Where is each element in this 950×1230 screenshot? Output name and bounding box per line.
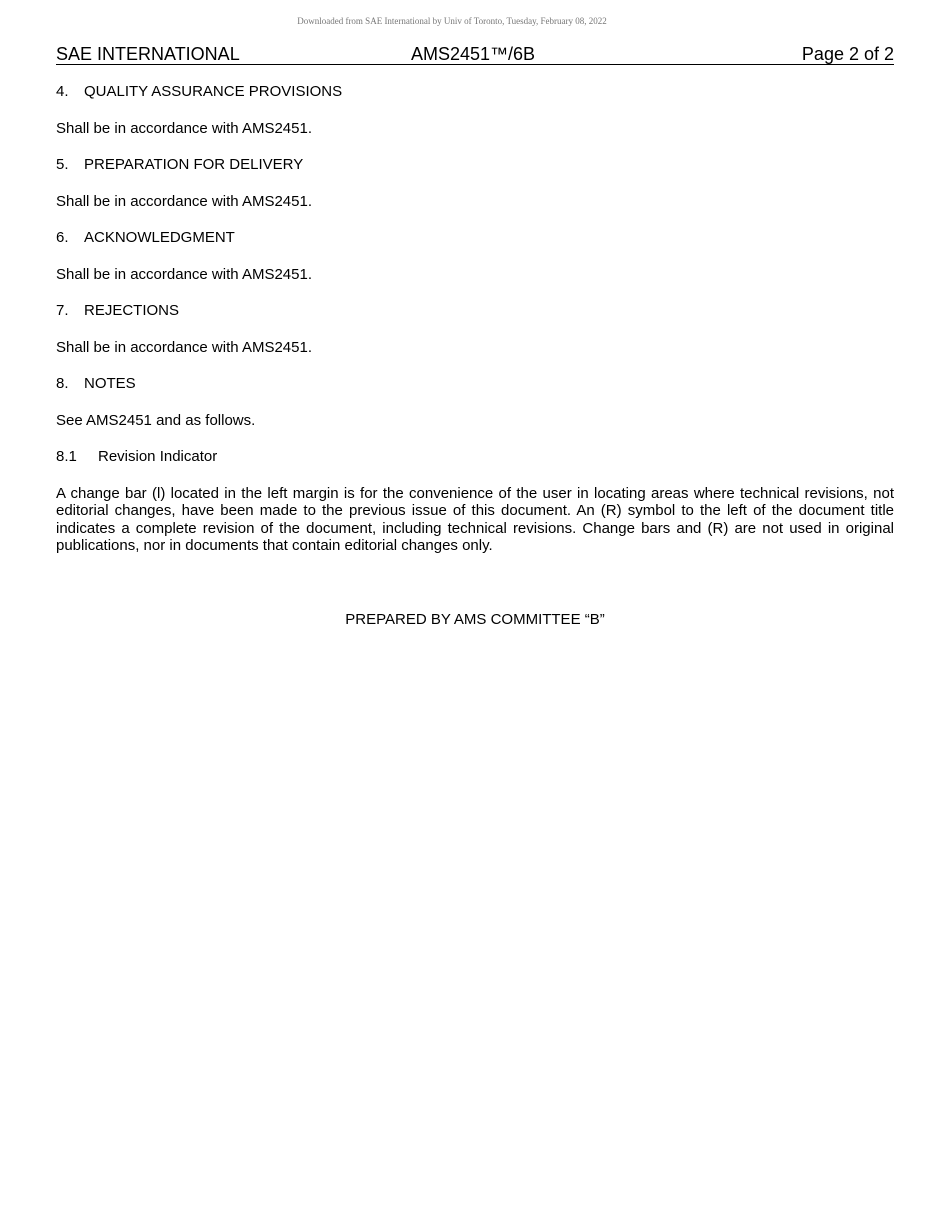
section-heading-7 (56, 302, 894, 320)
section-number: 7. (56, 302, 69, 319)
section-title: QUALITY ASSURANCE PROVISIONS (84, 83, 343, 100)
section-number: 5. (56, 156, 69, 173)
section-title: NOTES (84, 375, 136, 392)
header-document-id: AMS2451™/6B (411, 44, 536, 64)
section-title: ACKNOWLEDGMENT (84, 229, 235, 246)
subsection-title: Revision Indicator (98, 448, 218, 465)
download-watermark: Downloaded from SAE International by Univ of Toronto, Tuesday, February 08, 2022 (297, 16, 607, 26)
section-heading-4 (56, 83, 894, 101)
document-body (56, 83, 894, 555)
page-header (56, 44, 894, 65)
section-heading-5 (56, 156, 894, 174)
subsection-heading-8-1 (56, 448, 894, 466)
section-body-6: Shall be in accordance with AMS2451. (56, 265, 312, 283)
subsection-number: 8.1 (56, 448, 77, 465)
header-page-number: Page 2 of 2 (801, 44, 894, 64)
section-body-7: Shall be in accordance with AMS2451. (56, 338, 312, 356)
section-title: REJECTIONS (84, 302, 180, 319)
section-body-5: Shall be in accordance with AMS2451. (56, 192, 312, 210)
header-organization: SAE INTERNATIONAL (56, 44, 240, 64)
section-number: 8. (56, 375, 69, 392)
section-heading-6 (56, 229, 894, 247)
section-number: 6. (56, 229, 69, 246)
section-number: 4. (56, 83, 69, 100)
section-heading-8 (56, 375, 894, 393)
section-title: PREPARATION FOR DELIVERY (84, 156, 304, 173)
prepared-by-footer: PREPARED BY AMS COMMITTEE “B” (345, 611, 605, 628)
subsection-body-8-1: A change bar (l) located in the left margin is for the convenience of the user in locating areas where technical revisions, not editorial changes, have been made to the previous issue of this document. An (R) symbol to the left of the document title indicates a complete revision of the document, including technical revisions. Change bars and (R) are not used in original publications, nor in documents that contain editorial changes only. (56, 484, 894, 554)
section-body-4: Shall be in accordance with AMS2451. (56, 119, 312, 137)
section-body-8: See AMS2451 and as follows. (56, 411, 256, 429)
